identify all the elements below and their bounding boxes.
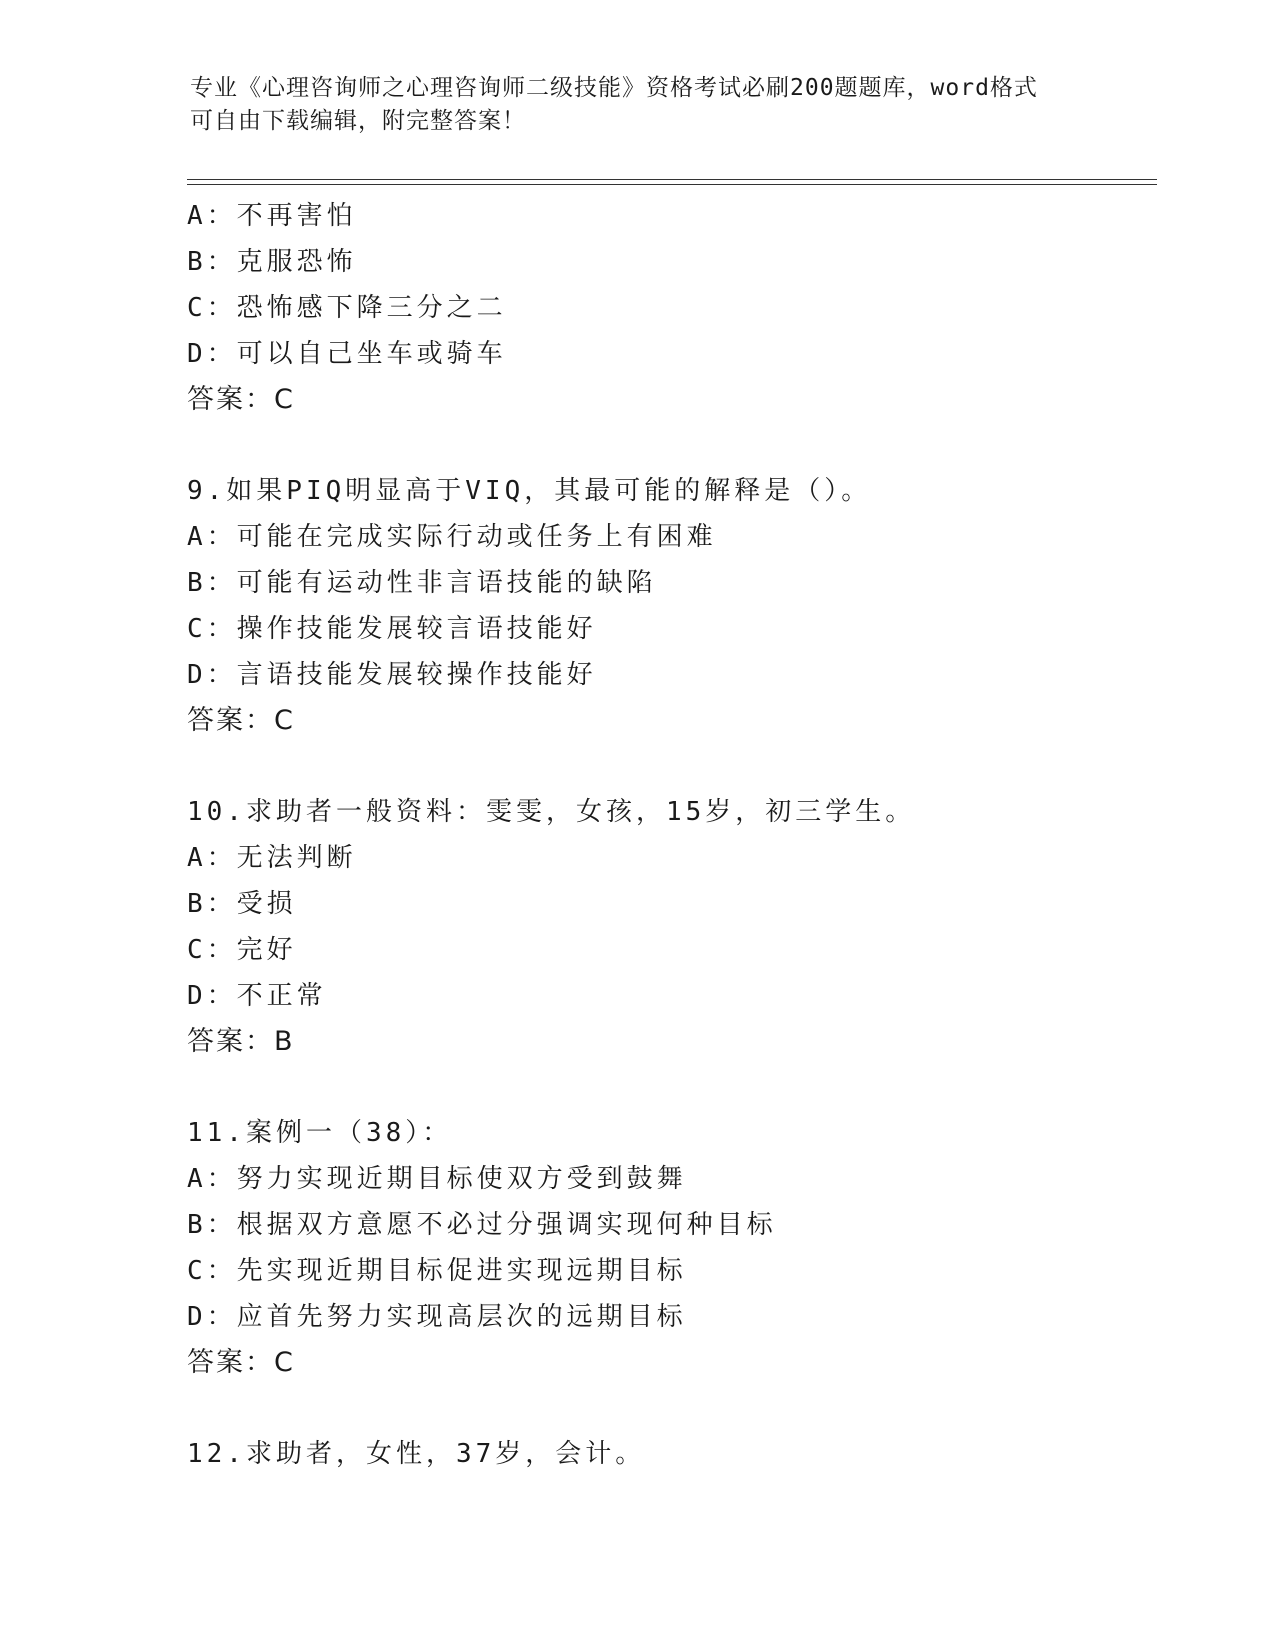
option-d: D：应首先努力实现高层次的远期目标 <box>187 1302 687 1332</box>
block-spacer <box>187 1065 1147 1110</box>
option-b: B：受损 <box>187 889 297 919</box>
option-c: C：完好 <box>187 935 297 965</box>
option-d: D：可以自己坐车或骑车 <box>187 339 507 369</box>
option-b: B：可能有运动性非言语技能的缺陷 <box>187 568 657 598</box>
option-a: A：无法判断 <box>187 843 357 873</box>
answer-text: 答案：C <box>187 705 295 736</box>
question-block <box>187 789 1147 1065</box>
question-text: 12.求助者，女性，37岁，会计。 <box>187 1439 646 1469</box>
option-a: A：可能在完成实际行动或任务上有困难 <box>187 522 717 552</box>
option-a: A：不再害怕 <box>187 201 357 231</box>
answer-text: 答案：C <box>187 1347 295 1378</box>
document-header <box>190 72 1090 138</box>
answer-text: 答案：B <box>187 1026 295 1057</box>
block-spacer <box>187 423 1147 468</box>
block-spacer <box>187 744 1147 789</box>
question-text: 9.如果PIQ明显高于VIQ，其最可能的解释是（）。 <box>187 476 872 506</box>
question-block <box>187 1110 1147 1386</box>
header-divider-bottom <box>187 184 1157 185</box>
option-d: D：不正常 <box>187 981 327 1011</box>
header-line-1: 专业《心理咨询师之心理咨询师二级技能》资格考试必刷200题题库，word格式 <box>190 75 1038 101</box>
option-d: D：言语技能发展较操作技能好 <box>187 660 597 690</box>
question-block <box>187 193 1147 423</box>
option-c: C：先实现近期目标促进实现远期目标 <box>187 1256 687 1286</box>
option-b: B：克服恐怖 <box>187 247 357 277</box>
question-block <box>187 1431 1147 1477</box>
header-line-2: 可自由下载编辑，附完整答案！ <box>190 108 526 134</box>
question-list <box>187 193 1147 1477</box>
option-a: A：努力实现近期目标使双方受到鼓舞 <box>187 1164 687 1194</box>
option-c: C：操作技能发展较言语技能好 <box>187 614 597 644</box>
answer-text: 答案：C <box>187 384 295 415</box>
block-spacer <box>187 1386 1147 1431</box>
question-text: 11.案例一（38）： <box>187 1118 453 1148</box>
option-c: C：恐怖感下降三分之二 <box>187 293 507 323</box>
question-text: 10.求助者一般资料：雯雯，女孩，15岁，初三学生。 <box>187 797 916 827</box>
question-block <box>187 468 1147 744</box>
header-divider-top <box>187 179 1157 180</box>
option-b: B：根据双方意愿不必过分强调实现何种目标 <box>187 1210 777 1240</box>
